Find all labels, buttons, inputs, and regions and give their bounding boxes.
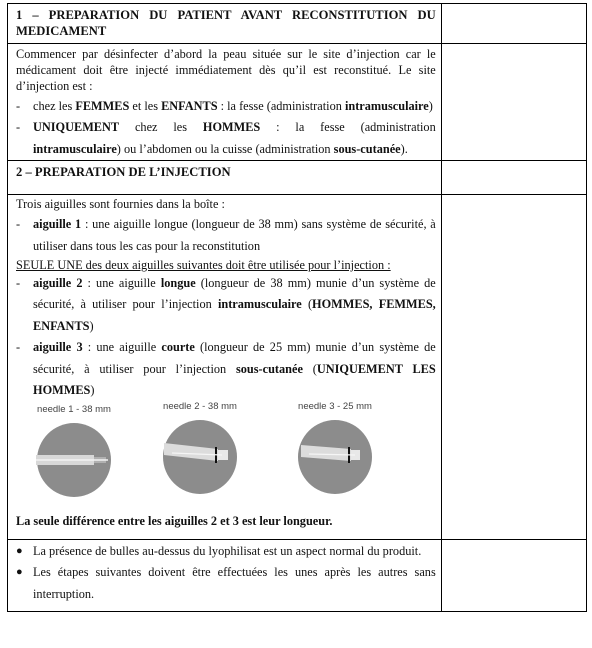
needle3-label: needle 3 - 25 mm [298,401,372,413]
injection-site-women-children [16,96,436,117]
needle2-label: needle 2 - 38 mm [163,401,237,413]
bullet-text: UNIQUEMENT chez les HOMMES : la fesse (administration intramusculaire) ou l’abdomen ou la cuisse (administration sous-cutanée). [33,120,436,156]
section1-intro: Commencer par désinfecter d’abord la peau située sur le site d’injection car le médicament doit être injecté immédiatement dès qu’il est reconstitué. Le site d’injection est : [16,47,436,93]
section1-side-body-cell [441,44,586,161]
dash-bullet: - [16,217,21,232]
needle2-figure [162,401,238,495]
needle1-figure [36,404,112,498]
section2-side-body-cell [441,195,586,540]
instructions-table [7,3,587,612]
needle2-icon [162,419,238,495]
notes-cell [8,539,442,611]
section1-header-row [8,4,587,44]
section2-body-cell [8,195,442,540]
section1-body-row [8,44,587,161]
section2-intro: Trois aiguilles sont fournies dans la boîte : [16,197,225,212]
bullet-text: chez les FEMMES et les ENFANTS : la fesse (administration intramusculaire) [33,99,433,113]
only-one-needle-note: SEULE UNE des deux aiguilles suivantes doit être utilisée pour l’injection : [16,258,391,273]
note-text: Les étapes suivantes doivent être effectuées les unes après les autres sans interruption. [33,565,436,601]
bullet-text: aiguille 2 : une aiguille longue (longueur de 38 mm) munie d’un système de sécurité, à utiliser pour l’injection intramusculaire (HOMMES, FEMMES, ENFANTS) [33,276,436,333]
needle1-description [16,214,436,257]
needle3-description [16,337,436,401]
dash-bullet: - [16,276,21,291]
notes-row [8,539,587,611]
needle-difference-conclusion: La seule différence entre les aiguilles 2 et 3 est leur longueur. [16,514,333,529]
needle1-icon [36,422,112,498]
section2-body-row [8,195,587,540]
dash-bullet: - [16,120,21,135]
bullet-dot-icon: ● [16,544,23,557]
section2-title: 2 – PREPARATION DE L’INJECTION [16,165,231,180]
section2-side-cell [441,161,586,195]
bullet-dot-icon: ● [16,566,23,579]
injection-site-men [16,117,436,160]
needle1-label: needle 1 - 38 mm [37,404,111,416]
note-text: La présence de bulles au-dessus du lyophilisat est un aspect normal du produit. [33,543,422,558]
section2-header-cell [8,161,442,195]
needle3-icon [297,419,373,495]
dash-bullet: - [16,340,21,355]
note-item [16,541,436,562]
section2-header-row [8,161,587,195]
section1-body-cell [8,44,442,161]
note-item [16,562,436,605]
section1-header-cell [8,4,442,44]
needle2-description [16,273,436,337]
section1-side-cell [441,4,586,44]
needles-illustration [16,401,436,511]
needle3-figure [297,401,373,495]
bullet-text: aiguille 3 : une aiguille courte (longueur de 25 mm) munie d’un système de sécurité, à utiliser pour l’injection sous-cutanée (UNIQUEMENT LES HOMMES) [33,340,436,398]
notes-side-cell [441,539,586,611]
dash-bullet: - [16,99,21,113]
bullet-text: aiguille 1 : une aiguille longue (longueur de 38 mm) sans système de sécurité, à utiliser dans tous les cas pour la reconstitution [33,217,436,253]
section1-title: 1 – PREPARATION DU PATIENT AVANT RECONSTITUTION DU MEDICAMENT [16,8,436,38]
